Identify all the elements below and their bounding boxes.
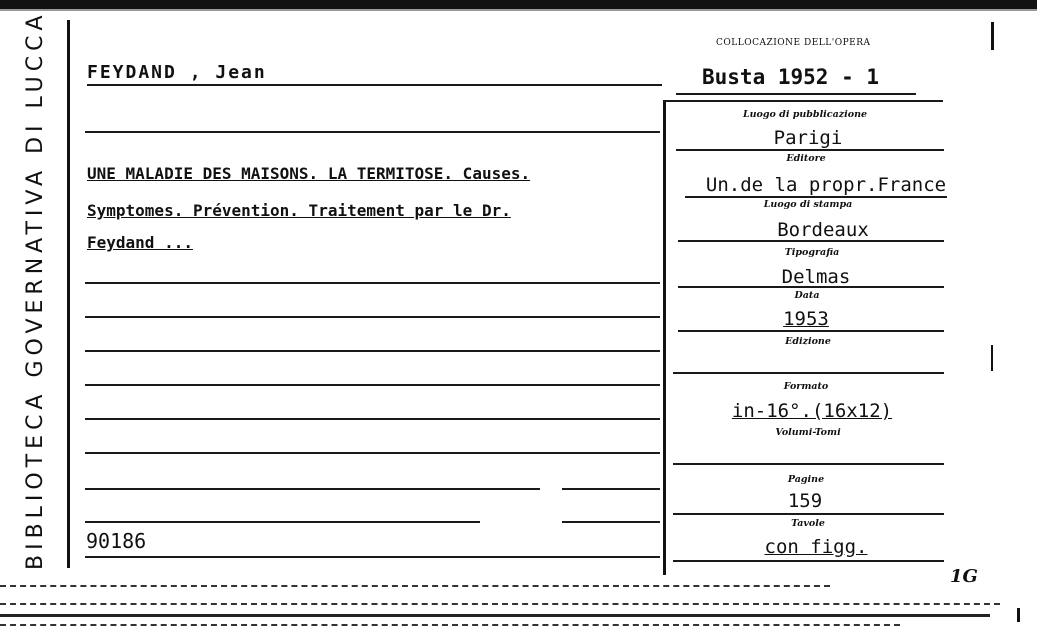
collocazione-value: Busta 1952 - 1: [702, 65, 880, 89]
title-line-1: UNE MALADIE DES MAISONS. LA TERMITOSE. Causes.: [87, 164, 531, 183]
title-line-3: Feydand ...: [87, 233, 193, 252]
value-tavole: con figg.: [764, 536, 868, 558]
ruled-line: [85, 316, 660, 318]
ruled-line: [562, 488, 660, 490]
value-editore: Un.de la propr.France: [705, 174, 947, 196]
label-formato: Formato: [783, 381, 829, 392]
field-rule: [673, 560, 944, 562]
field-rule: [678, 286, 944, 288]
label-data: Data: [794, 290, 820, 301]
inventory-number: 90186: [86, 529, 147, 553]
field-rule: [678, 330, 944, 332]
label-tavole: Tavole: [791, 518, 825, 529]
scan-top-edge-shadow: [0, 9, 1037, 11]
author-name: FEYDAND , Jean: [87, 62, 267, 83]
label-luogo-stampa: Luogo di stampa: [763, 199, 853, 210]
library-stamp: BIBLIOTECA GOVERNATIVA DI LUCCA: [23, 10, 48, 570]
label-pagine: Pagine: [787, 474, 825, 485]
field-rule: [673, 463, 944, 465]
label-volumi: Volumi-Tomi: [775, 427, 841, 438]
ruled-line: [85, 452, 660, 454]
value-luogo-stampa: Bordeaux: [777, 219, 869, 241]
value-pagine: 159: [787, 490, 823, 512]
value-tipografia: Delmas: [781, 266, 851, 288]
ruled-line: [85, 350, 660, 352]
corner-mark: 1G: [950, 566, 978, 587]
label-tipografia: Tipografia: [784, 247, 840, 258]
value-formato: in-16°.(16x12): [731, 400, 893, 422]
value-data: 1953: [783, 308, 829, 330]
value-luogo-pubblicazione: Parigi: [773, 127, 843, 149]
ruled-line: [85, 556, 660, 558]
field-rule: [678, 240, 944, 242]
title-line-2: Symptomes. Prévention. Traitement par le Dr.: [87, 201, 511, 220]
collocazione-label: COLLOCAZIONE DELL'OPERA: [716, 38, 871, 48]
left-margin-rule: [67, 20, 70, 568]
ruled-line: [85, 282, 660, 284]
label-editore: Editore: [786, 153, 826, 164]
label-edizione: Edizione: [785, 336, 831, 347]
field-column-divider: [663, 100, 666, 575]
author-rule: [87, 84, 662, 86]
scan-bottom-dash: [0, 585, 830, 587]
scan-tick: [1017, 608, 1020, 622]
scan-bottom-dash-2: [0, 603, 1000, 605]
scan-bottom-dash-3: [0, 624, 900, 626]
ruled-line: [85, 418, 660, 420]
field-rule: [685, 196, 947, 198]
ruled-line: [85, 384, 660, 386]
ruled-line: [85, 488, 540, 490]
right-edge-mark: [991, 22, 994, 50]
collocazione-rule: [676, 93, 916, 95]
field-rule: [676, 149, 944, 151]
ruled-line: [562, 521, 660, 523]
scan-bottom-edge: [0, 614, 990, 617]
field-rule: [673, 372, 944, 374]
ruled-line: [85, 131, 660, 133]
label-luogo-pubblicazione: Luogo di pubblicazione: [742, 109, 868, 120]
field-rule: [673, 513, 944, 515]
ruled-line: [85, 521, 480, 523]
scan-top-edge: [0, 0, 1037, 9]
right-edge-mark-2: [991, 345, 993, 371]
field-column-top-rule: [663, 100, 943, 102]
